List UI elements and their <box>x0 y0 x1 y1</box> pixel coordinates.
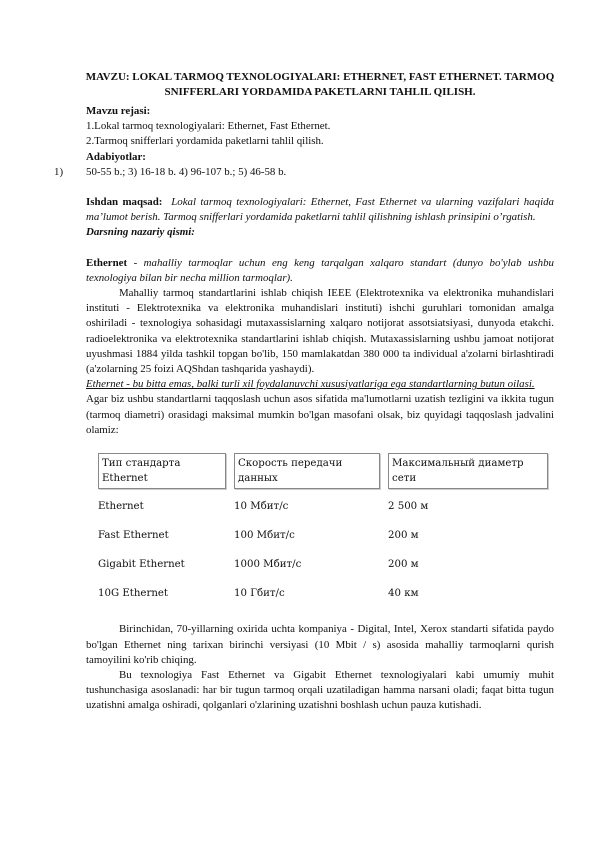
literature-text: 50-55 b.; 3) 16-18 b. 4) 96-107 b.; 5) 46-58 b. <box>86 165 287 178</box>
table-cell: 1000 Мбит/с <box>234 559 302 571</box>
table-cell: 200 м <box>388 530 419 542</box>
plan-heading: Mavzu rejasi: <box>86 105 151 117</box>
goal-text: Lokal tarmoq texnologiyalari: Ethernet, Fast Ethernet va ularning vazifalari haqida ma’lumot berish. Tarmoq snifferlari yordamida paketlarni tahlil qilishning ishlash prinsipini o’rgatish. <box>86 196 554 224</box>
table-row <box>94 492 552 521</box>
table-cell: 100 Мбит/с <box>234 530 295 542</box>
table-header-cell: Тип стандарта Ethernet <box>98 453 226 489</box>
paragraph-history: Birinchidan, 70-yillarning oxirida uchta kompaniya - Digital, Intel, Xerox standarti sifatida paydo bo'lgan Ethernet ning tarixan birinchi versiyasi (10 Mbit / s) asosida mahalliy tarmoqlarni qurish tamoyilini ko'rib chiqing. <box>86 623 554 666</box>
table-cell: 10 Мбит/с <box>234 501 289 513</box>
table-cell: 200 м <box>388 559 419 571</box>
table-row <box>94 579 552 608</box>
table-cell: 40 км <box>388 588 419 600</box>
ethernet-term: Ethernet <box>86 256 128 269</box>
document-title: MAVZU: LOKAL TARMOQ TEXNOLOGIYALARI: ETHERNET, FAST ETHERNET. TARMOQ SNIFFERLARI YORDAMIDA PAKETLARNI TAHLIL QILISH. <box>85 71 555 98</box>
table-cell: Ethernet <box>98 501 144 513</box>
plan-item: 1.Lokal tarmoq texnologiyalari: Ethernet, Fast Ethernet. <box>86 120 331 133</box>
literature-list <box>54 165 554 180</box>
table-header-cell: Скорость передачи данных <box>234 453 380 489</box>
document-page <box>54 70 555 714</box>
table-cell: 2 500 м <box>388 501 429 513</box>
paragraph-ieee: Mahalliy tarmoq standartlarini ishlab chiqish IEEE (Elektrotexnika va elektronika muhandislari instituti - Elektrotexnika va elektronika muhandislari instituti) ishchi guruhlari tomonidan amalga oshiriladi - texnologiya sohasidagi mutaxassislarning xalqaro notijorat assotsiatsiyasi, dunyoda etakchi. radioelektronika va elektrotexnika standartlarini ishlab chiqish. Mutaxassislarning ushbu jamoat notijorat uyushmasi 1884 yilda tashkil topgan bo'lib, 150 mamlakatdan 380 000 ta individual a'zolarni birlashtiradi (a'zolarning 25 foizi AQShdan tashqarida yashaydi). <box>86 287 554 376</box>
table-cell: 10G Ethernet <box>98 588 169 600</box>
goal-paragraph <box>86 195 554 225</box>
theory-heading: Darsning nazariy qismi: <box>86 226 195 239</box>
goal-label: Ishdan maqsad: <box>86 196 163 209</box>
paragraph-comparison: Agar biz ushbu standartlarni taqqoslash uchun asos sifatida ma'lumotlarni uzatish tezligini va ikkita tugun (tarmoq diametri) orasidagi maksimal mumkin bo'lgan masofani olsak, biz quyidagi taqqoslash jadvalini olamiz: <box>86 393 554 436</box>
table-cell: Gigabit Ethernet <box>98 559 185 571</box>
table-cell: 10 Гбит/с <box>234 588 285 600</box>
ethernet-definition-text: - mahalliy tarmoqlar uchun eng keng tarqalgan xalqaro standart (dunyo bo'ylab ushbu texnologiya bilan bir necha million tarmoqlar). <box>86 256 554 284</box>
underlined-statement: Ethernet - bu bitta emas, balki turli xil foydalanuvchi xususiyatlariga ega standartlarning butun oilasi. <box>86 378 535 391</box>
comparison-table <box>94 450 552 608</box>
table-row <box>94 521 552 550</box>
table-header-row <box>94 450 552 492</box>
literature-heading: Adabiyotlar: <box>86 150 146 163</box>
plan-item: 2.Tarmoq snifferlari yordamida paketlarni tahlil qilish. <box>86 135 324 148</box>
table-cell: Fast Ethernet <box>98 530 169 542</box>
ethernet-definition <box>86 256 554 286</box>
table-header-cell: Максимальный диаметр сети <box>388 453 548 489</box>
literature-number: 1) <box>54 165 64 178</box>
table-row <box>94 550 552 579</box>
paragraph-shared-medium: Bu texnologiya Fast Ethernet va Gigabit Ethernet texnologiyalari kabi umumiy muhit tushunchasiga asoslanadi: har bir tugun tarmoq orqali uzatiladigan hamma narsani oladi; faqat bitta tugun uzatishni amalga oshiradi, qolganlari o'zlarining uzatishni boshlash uchun pauza kutishadi. <box>86 669 554 712</box>
